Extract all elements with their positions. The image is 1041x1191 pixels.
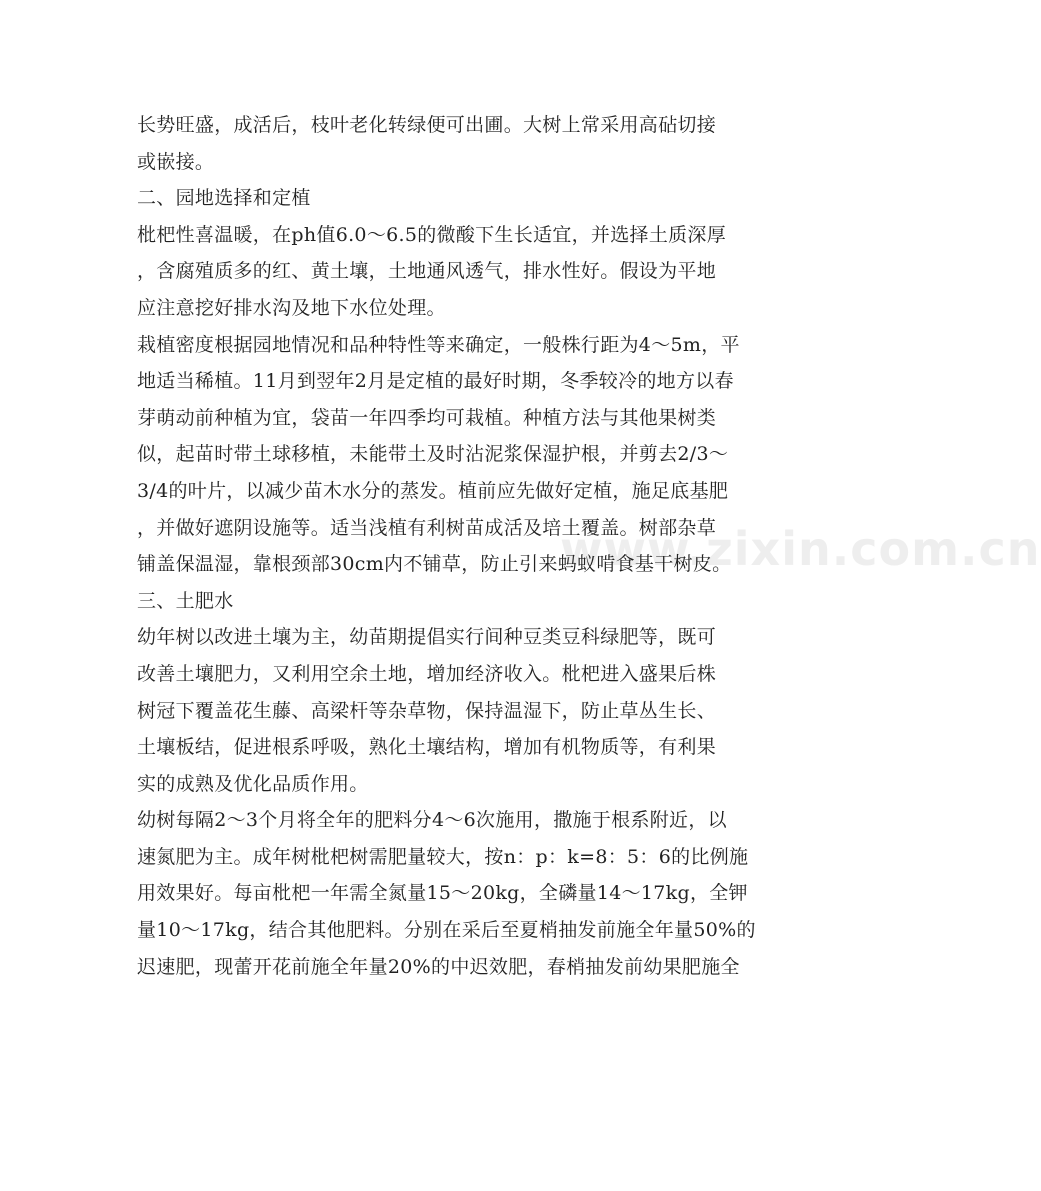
- body-line: 应注意挖好排水沟及地下水位处理。: [137, 296, 446, 319]
- body-line: 土壤板结，促进根系呼吸，熟化土壤结构，增加有机物质等，有利果: [137, 736, 717, 759]
- body-line: 长势旺盛，成活后，枝叶老化转绿便可出圃。大树上常采用高砧切接: [137, 114, 717, 136]
- document-body: [137, 107, 787, 985]
- body-line: ，含腐殖质多的红、黄土壤，土地通风透气，排水性好。假设为平地: [137, 260, 717, 283]
- body-line: 似，起苗时带土球移植，未能带土及时沾泥浆保湿护根，并剪去2/3～: [137, 443, 729, 466]
- body-line: ，并做好遮阴设施等。适当浅植有利树苗成活及培土覆盖。树部杂草: [137, 516, 717, 539]
- body-line: 幼年树以改进土壤为主，幼苗期提倡实行间种豆类豆科绿肥等，既可: [137, 626, 717, 649]
- body-line: 3/4的叶片，以减少苗木水分的蒸发。植前应先做好定植，施足底基肥: [137, 479, 729, 502]
- body-line: 枇杷性喜温暖，在ph值6.0～6.5的微酸下生长适宜，并选择土质深厚: [137, 223, 727, 246]
- body-line: 实的成熟及优化品质作用。: [137, 772, 369, 795]
- section-heading: 三、土肥水: [137, 589, 234, 612]
- body-line: 用效果好。每亩枇杷一年需全氮量15～20kg，全磷量14～17kg，全钾: [137, 882, 748, 905]
- body-line: 或嵌接。: [137, 150, 215, 173]
- body-line: 迟速肥，现蕾开花前施全年量20%的中迟效肥，春梢抽发前幼果肥施全: [137, 955, 740, 978]
- section-heading: 二、园地选择和定植: [137, 187, 311, 210]
- body-line: 速氮肥为主。成年树枇杷树需肥量较大，按n：p：k=8：5：6的比例施: [137, 845, 749, 868]
- body-line: 栽植密度根据园地情况和品种特性等来确定，一般株行距为4～5m，平: [137, 333, 740, 356]
- body-line: 改善土壤肥力，又利用空余土地，增加经济收入。枇杷进入盛果后株: [137, 662, 717, 685]
- body-line: 量10～17kg，结合其他肥料。分别在采后至夏梢抽发前施全年量50%的: [137, 919, 756, 942]
- body-line: 芽萌动前种植为宜，袋苗一年四季均可栽植。种植方法与其他果树类: [137, 406, 717, 429]
- body-line: 幼树每隔2～3个月将全年的肥料分4～6次施用，撒施于根系附近，以: [137, 809, 727, 832]
- body-line: 树冠下覆盖花生藤、高梁杆等杂草物，保持温湿下，防止草丛生长、: [137, 699, 717, 722]
- watermark: www.zixin.com.cn: [560, 522, 1041, 576]
- body-line: 铺盖保温湿，靠根颈部30cm内不铺草，防止引来蚂蚁啃食基干树皮。: [137, 553, 732, 576]
- body-line: 地适当稀植。11月到翌年2月是定植的最好时期，冬季较冷的地方以春: [137, 370, 734, 393]
